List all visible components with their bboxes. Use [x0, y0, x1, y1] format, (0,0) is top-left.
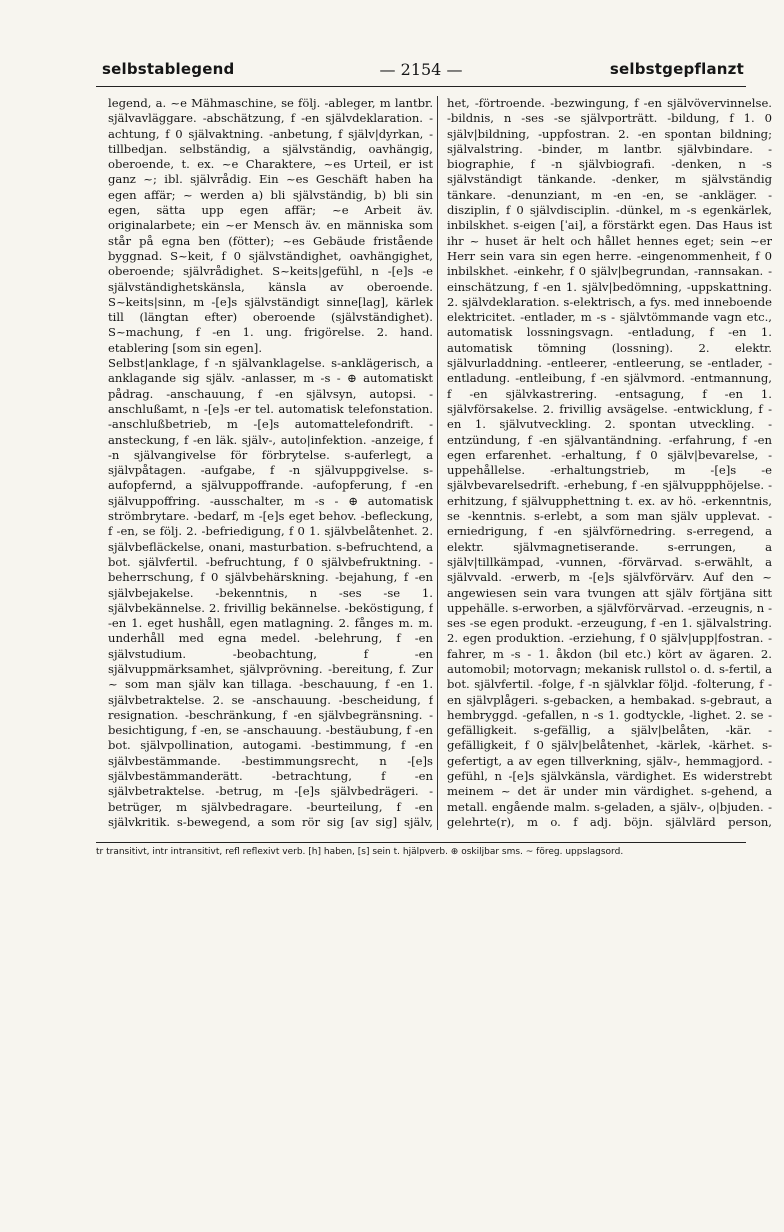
right-column [447, 96, 772, 830]
column-divider [437, 96, 438, 830]
page-header [96, 60, 746, 87]
right-column-paragraph-1: het, -förtroende. -bezwingung, f -en självövervinnelse. -bildnis, n -ses -se självporträtt. -bildung, f 1. 0 själv|bildning, -uppfostran. 2. -en spontan bildning; självalstring. -binder, m lantbr. självbindare. -biographie, f -n självbiografi. -denken, n -s självständigt tänkande. -denker, m självständig tänkare. -denunziant, m -en -en, se -ankläger. -disziplin, f 0 självdisciplin. -dünkel, m -s egenkärlek, inbilskhet. s-eigen [ˈai], a förstärkt egen. Das Haus ist ihr ~ huset är helt och hållet hennes eget; sein ~er Herr sein vara sin egen herre. -eingenommenheit, f 0 inbilskhet. -einkehr, f 0 själv|begrundan, -rannsakan. -einschätzung, f -en 1. själv|bedömning, -uppskattning. 2. självdeklaration. s-elektrisch, a fys. med inneboende elektricitet. -entlader, m -s - självtömmande vagn etc., automatisk lossningsvagn. -entladung, f -en 1. automatisk tömning (lossning). 2. elektr. självurladdning. -entleerer, -entleerung, se -entlader, -entladung. -entleibung, f -en självmord. -entmannung, f -en självkastrering. -entsagung, f -en 1. självförsakelse. 2. frivillig avsägelse. -entwicklung, f -en 1. självutveckling. 2. spontan utveckling. -entzündung, f -en självantändning. -erfahrung, f -en egen erfarenhet. -erhaltung, f 0 själv|bevarelse, -uppehållelse. -erhaltungstrieb, m -[e]s -e självbevarelsedrift. -erhebung, f -en självuppphöjelse. -erhitzung, f självupphettning t. ex. av hö. -erkenntnis, se -kenntnis. s-erlebt, a som man själv upplevat. -erniedrigung, f -en självförnedring. s-erregend, a elektr. självmagnetiserande. s-errungen, a själv|tillkämpad, -vunnen, -förvärvad. s-erwählt, a självvald. -erwerb, m -[e]s självförvärv. Auf den ~ angewiesen sein vara tvungen att själv förtjäna sitt uppehälle. s-erworben, a självförvärvad. -erzeugnis, n -ses -se egen produkt. -erzeugung, f -en 1. självalstring. 2. egen produktion. -erziehung, f 0 själv|upp|fostran. -fahrer, m -s - 1. åkdon (bil etc.) kört av ägaren. 2. automobil; motorvagn; mekanisk rullstol o. d. s-fertil, a bot. självfertil. -folge, f -n självklar följd. -folterung, f -en självplågeri. s-gebacken, a hembakad. s-gebraut, a hembryggd. -gefallen, n -s 1. godtyckle, -lighet. 2. se -gefälligkeit. s-gefällig, a själv|belåten, -kär. -gefälligkeit, f 0 själv|belåtenhet, -kärlek, -kärhet. s-gefertigt, a av egen tillverkning, själv-, hemmagjord. -gefühl, n -[e]s självkänsla, värdighet. Es widerstrebt meinem ~ det är under min värdighet. s-gehend, a metall. engående malm. s-geladen, a själv-, o|bjuden. -gelehrte(r), m o. f adj. böjn. självlärd person, [447, 96, 772, 829]
left-headword: selbstablegend [102, 60, 235, 78]
page-number: — 2154 — [379, 60, 463, 79]
right-headword: selbstgepflanzt [609, 60, 744, 78]
left-column-paragraph-2: Selbst|anklage, f -n självanklagelse. s-anklägerisch, a anklagande sig själv. -anlasser, m -s - ⊕ automatiskt pådrag. -anschauung, f -en självsyn, autopsi. -anschlußamt, n -[e]s -er tel. automatisk telefonstation. -anschlußbetrieb, m -[e]s automattelefondrift. -ansteckung, f -en läk. själv-, auto|infektion. -anzeige, f -n självangivelse för förbrytelse. s-auferlegt, a självpåtagen. -aufgabe, f -n självuppgivelse. s-aufopfernd, a självuppoffrande. -aufopferung, f -en självuppoffring. -ausschalter, m -s - ⊕ automatisk strömbrytare. -bedarf, m -[e]s eget behov. -befleckung, f -en, se följ. 2. -befriedigung, f 0 1. självbelåtenhet. 2. självbefläckelse, onani, masturbation. s-befruchtend, a bot. självfertil. -befruchtung, f 0 självbefruktning. -beherrschung, f 0 självbehärskning. -bejahung, f -en självbejakelse. -bekenntnis, n -ses -se 1. självbekännelse. 2. frivillig bekännelse. -beköstigung, f -en 1. eget hushåll, egen matlagning. 2. fånges m. m. underhåll med egna medel. -belehrung, f -en självstudium. -beobachtung, f -en självuppmärksamhet, självprövning. -bereitung, f. Zur ~ som man själv kan tillaga. -beschauung, f -en 1. självbetraktelse. 2. se -anschauung. -bescheidung, f resignation. -beschränkung, f -en självbegränsning. -besichtigung, f -en, se -anschauung. -bestäubung, f -en bot. självpollination, autogami. -bestimmung, f -en självbestämmande. -bestimmungsrecht, n -[e]s självbestämmanderätt. -betrachtung, f -en självbetraktelse. -betrug, m -[e]s självbedrägeri. -betrüger, m självbedragare. -beurteilung, f -en självkritik. s-bewegend, a som rör sig [av sig] själv, [108, 356, 433, 829]
left-column [108, 96, 433, 830]
abbreviation-legend: tr transitivt, intr intransitivt, refl reflexivt verb. [h] haben, [s] sein t. hjälpverb. ⊕ oskiljbar sms. ~ föreg. uppslagsord. [96, 842, 746, 857]
left-column-paragraph-1: legend, a. ~e Mähmaschine, se följ. -ableger, m lantbr. självavläggare. -abschätzung, f -en självdeklaration. -achtung, f 0 självaktning. -anbetung, f själv|dyrkan, -tillbedjan. selbständig, a självständig, oavhängig, oberoende, t. ex. ~e Charaktere, ~es Urteil, er ist ganz ~; ibl. självrådig. Ein ~es Geschäft haben ha egen affär; ~ werden a) bli självständig, b) bli sin egen, sätta upp egen affär; ~e Arbeit äv. originalarbete; ein ~er Mensch äv. en människa som står på egna ben (fötter); ~es Gebäude fristående byggnad. S~keit, f 0 självständighet, oavhängighet, oberoende; självrådighet. S~keits|gefühl, n -[e]s -e självständighetskänsla, känsla av oberoende. S~keits|sinn, m -[e]s självständigt sinne[lag], kärlek till (längtan efter) oberoende (självständighet). S~machung, f -en 1. ung. frigörelse. 2. hand. etablering [som sin egen]. [108, 96, 433, 355]
